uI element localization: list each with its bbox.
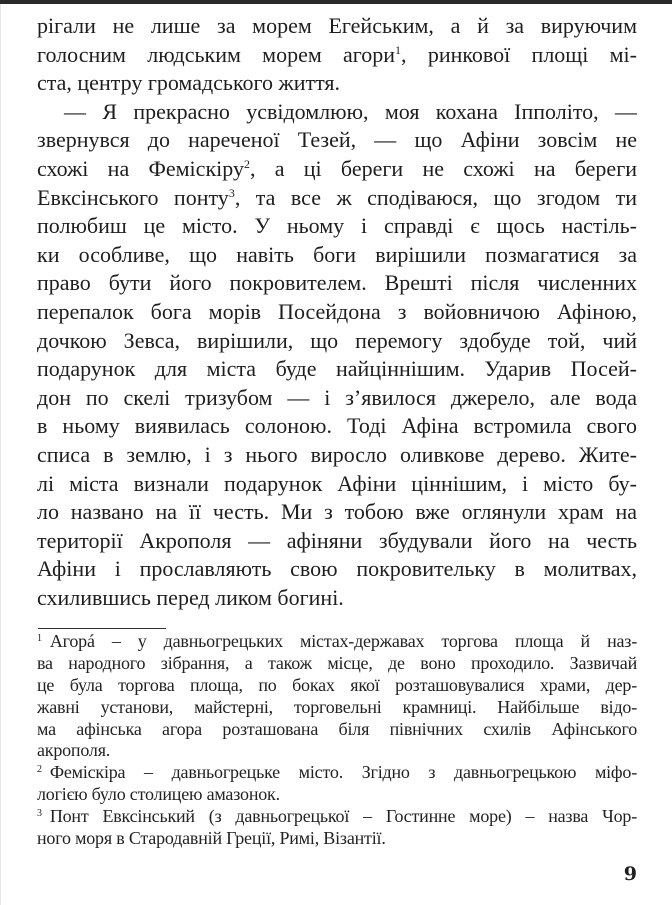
footnote-mark: 3 <box>37 807 42 819</box>
footnote-line: логією було столицею амазонок. <box>37 784 280 805</box>
body-text <box>37 12 637 612</box>
text-line: — Я прекрасно усвідомлюю, моя кохана Іпполіто, — <box>64 98 637 124</box>
text-line: Афіни і прославляють свою покровительку в молитвах, <box>37 556 637 582</box>
text-line <box>37 41 637 70</box>
footnote-line: жавні установи, майстерні, торговельні крамниці. Найбільше відо- <box>37 696 637 717</box>
text-line: території Акрополя — афіняни збудували його на честь <box>37 527 637 553</box>
footnote-line <box>37 762 637 784</box>
footnote-mark: 1 <box>37 633 42 645</box>
footnote-separator <box>38 628 166 629</box>
footnote-line: ва народного зібрання, а також місце, де воно проходило. Зазвичай <box>37 653 637 674</box>
footnote-line <box>37 806 637 828</box>
footnote-ref[interactable]: 2 <box>243 156 250 171</box>
text-line <box>37 155 637 184</box>
text-fragment: , а ці береги не схожі на береги <box>249 155 637 181</box>
text-fragment: голосним людським морем агори <box>37 41 396 67</box>
footnote-2 <box>37 762 637 806</box>
text-fragment: Агорá – у давньогрецьких містах-державах торгова площа й наз- <box>49 631 637 652</box>
footnote-3 <box>37 806 637 850</box>
text-line: схилившись перед ликом богині. <box>37 584 344 610</box>
text-line: списа в землю, і з нього виросло оливкове дерево. Жите- <box>37 441 637 467</box>
text-line: дочкою Зевса, вирішили, що перемогу здобуде той, чий <box>37 327 637 353</box>
footnotes <box>37 631 637 849</box>
text-fragment: , ринкової площі мі- <box>401 41 637 67</box>
text-line <box>37 184 637 213</box>
text-line: полюбиш це місто. У ньому і справді є щось настіль- <box>37 213 637 239</box>
page-number-row <box>37 863 637 885</box>
text-line: лі міста визнали подарунок Афіни ціннішим, і місто бу- <box>37 470 637 496</box>
footnote-ref[interactable]: 3 <box>228 185 235 200</box>
footnote-line: ма афінська агора розташована біля північних схилів Афінського <box>37 718 637 739</box>
text-line: в ньому виявилась солоною. Тоді Афіна встромила свого <box>37 413 637 439</box>
text-line: подарунок для міста буде найціннішим. Ударив Посей- <box>37 356 637 382</box>
text-fragment: Евксінського понту <box>37 184 229 210</box>
page-number: 9 <box>623 863 637 886</box>
footnote-ref[interactable]: 1 <box>395 42 402 57</box>
text-line: право бути його покровителем. Врешті після численних <box>37 270 637 296</box>
footnote-line <box>37 631 637 653</box>
page <box>0 4 672 905</box>
footnote-line: ного моря в Стародавній Греції, Римі, Візантії. <box>37 827 386 848</box>
text-fragment: Феміскіра – давньогрецьке місто. Згідно з давньогрецькою міфо- <box>49 762 637 783</box>
text-line: ста, центру громадського життя. <box>37 70 341 96</box>
footnote-line: це була торгова площа, по боках якої розташовувалися храми, дер- <box>37 675 637 696</box>
footnote-1 <box>37 631 637 762</box>
text-fragment: , та все ж сподіваюся, що згодом ти <box>234 184 637 210</box>
text-line: ло названо на її честь. Ми з тобою вже оглянули храм на <box>37 499 637 525</box>
footnote-mark: 2 <box>37 764 42 776</box>
text-line: рігали не лише за морем Егейським, а й за вируючим <box>37 13 637 38</box>
text-fragment: схожі на Феміскіру <box>37 155 244 181</box>
text-line: перепалок бога морів Посейдона з войовничою Афіною, <box>37 298 637 324</box>
text-line: звернувся до нареченої Тезей, — що Афіни зовсім не <box>37 127 637 153</box>
text-line: ки особливе, що навіть боги вирішили позмагатися за <box>37 241 637 267</box>
text-line: дон по скелі тризубом — і з’явилося джерело, але вода <box>37 384 637 410</box>
text-fragment: Понт Евксінський (з давньогрецької – Гостинне море) – назва Чор- <box>49 805 637 826</box>
footnote-line: акрополя. <box>37 740 111 761</box>
